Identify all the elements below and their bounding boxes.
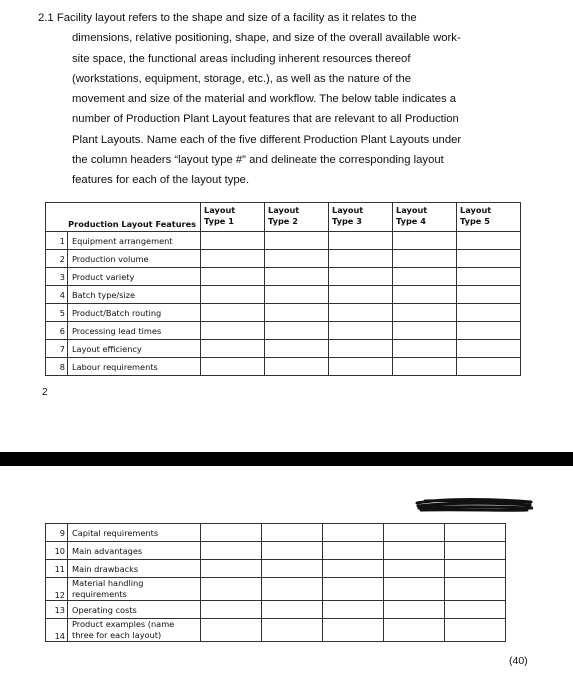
row-number: 13: [46, 601, 68, 619]
answer-cell[interactable]: [445, 560, 506, 578]
row-number: 11: [46, 560, 68, 578]
answer-cell[interactable]: [201, 542, 262, 560]
answer-cell[interactable]: [457, 268, 521, 286]
row-feature: Main advantages: [68, 542, 201, 560]
row-feature: Operating costs: [68, 601, 201, 619]
answer-cell[interactable]: [384, 601, 445, 619]
table-row: [46, 340, 521, 358]
row-feature: Product variety: [68, 268, 201, 286]
question-line: Plant Layouts. Name each of the five different Production Plant Layouts under: [72, 133, 462, 146]
answer-cell[interactable]: [393, 268, 457, 286]
answer-cell[interactable]: [265, 340, 329, 358]
answer-cell[interactable]: [384, 619, 445, 642]
answer-cell[interactable]: [329, 232, 393, 250]
row-number: 5: [46, 304, 68, 322]
answer-cell[interactable]: [457, 322, 521, 340]
table-row: [46, 286, 521, 304]
answer-cell[interactable]: [457, 358, 521, 376]
row-feature: Main drawbacks: [68, 560, 201, 578]
table-header-row: [46, 203, 521, 232]
row-number: 6: [46, 322, 68, 340]
answer-cell[interactable]: [323, 578, 384, 601]
answer-cell[interactable]: [445, 542, 506, 560]
row-feature: Processing lead times: [68, 322, 201, 340]
answer-cell[interactable]: [201, 250, 265, 268]
answer-cell[interactable]: [329, 268, 393, 286]
question-line: movement and size of the material and workflow. The below table indicates a: [72, 93, 457, 106]
table-row: [46, 304, 521, 322]
answer-cell[interactable]: [329, 322, 393, 340]
answer-cell[interactable]: [262, 578, 323, 601]
row-feature: Production volume: [68, 250, 201, 268]
answer-cell[interactable]: [201, 560, 262, 578]
row-number: 4: [46, 286, 68, 304]
layout-type-2-header: Layout Type 2: [265, 203, 329, 232]
answer-cell[interactable]: [445, 578, 506, 601]
answer-cell[interactable]: [265, 232, 329, 250]
answer-cell[interactable]: [329, 304, 393, 322]
question-line: site space, the functional areas including inherent resources thereof: [72, 52, 411, 65]
answer-cell[interactable]: [201, 524, 262, 542]
table-row: [46, 601, 506, 619]
answer-cell[interactable]: [384, 578, 445, 601]
row-number: 8: [46, 358, 68, 376]
answer-cell[interactable]: [393, 250, 457, 268]
table-row: [46, 232, 521, 250]
row-number: 14: [46, 619, 68, 642]
redaction-scribble: [415, 497, 533, 515]
layout-type-3-header: Layout Type 3: [329, 203, 393, 232]
table-row: [46, 560, 506, 578]
row-feature: Labour requirements: [68, 358, 201, 376]
row-feature: Capital requirements: [68, 524, 201, 542]
row-number: 1: [46, 232, 68, 250]
row-feature: Layout efficiency: [68, 340, 201, 358]
question-line: the column headers “layout type #” and delineate the corresponding layout: [72, 154, 444, 167]
table-row: [46, 322, 521, 340]
answer-cell[interactable]: [201, 304, 265, 322]
row-feature: Equipment arrangement: [68, 232, 201, 250]
answer-cell[interactable]: [457, 304, 521, 322]
answer-cell[interactable]: [265, 268, 329, 286]
row-number: 3: [46, 268, 68, 286]
answer-cell[interactable]: [457, 286, 521, 304]
table-row: [46, 268, 521, 286]
answer-cell[interactable]: [265, 286, 329, 304]
answer-cell[interactable]: [393, 232, 457, 250]
table-row: [46, 578, 506, 601]
question-line: Facility layout refers to the shape and size of a facility as it relates to the: [56, 12, 417, 24]
table-row: [46, 542, 506, 560]
answer-cell[interactable]: [384, 560, 445, 578]
row-number: 2: [46, 250, 68, 268]
answer-cell[interactable]: [329, 340, 393, 358]
row-feature: Product examples (name three for each layout): [68, 619, 201, 642]
question-line: number of Production Plant Layout features that are relevant to all Production: [72, 113, 459, 126]
answer-cell[interactable]: [201, 619, 262, 642]
answer-cell[interactable]: [457, 250, 521, 268]
row-number: 12: [46, 578, 68, 601]
answer-cell[interactable]: [329, 358, 393, 376]
answer-cell[interactable]: [457, 340, 521, 358]
feature-column-header: Production Layout Features: [46, 203, 201, 232]
table-row: [46, 619, 506, 642]
answer-cell[interactable]: [393, 304, 457, 322]
answer-cell[interactable]: [329, 250, 393, 268]
answer-cell[interactable]: [265, 304, 329, 322]
question-line: (workstations, equipment, storage, etc.), as well as the nature of the: [72, 72, 412, 85]
answer-cell[interactable]: [445, 619, 506, 642]
total-marks: (40): [509, 655, 528, 667]
layout-features-table-continued: [45, 523, 506, 642]
row-number: 10: [46, 542, 68, 560]
answer-cell[interactable]: [201, 601, 262, 619]
answer-cell[interactable]: [393, 358, 457, 376]
answer-cell[interactable]: [262, 542, 323, 560]
answer-cell[interactable]: [329, 286, 393, 304]
answer-cell[interactable]: [262, 560, 323, 578]
answer-cell[interactable]: [201, 322, 265, 340]
row-number: 9: [46, 524, 68, 542]
question-line: dimensions, relative positioning, shape, and size of the overall available work-: [72, 32, 461, 45]
table-row: [46, 358, 521, 376]
row-number: 7: [46, 340, 68, 358]
answer-cell[interactable]: [265, 358, 329, 376]
answer-cell[interactable]: [201, 578, 262, 601]
answer-cell[interactable]: [262, 619, 323, 642]
table-row: [46, 524, 506, 542]
layout-type-4-header: Layout Type 4: [393, 203, 457, 232]
answer-cell[interactable]: [323, 560, 384, 578]
answer-cell[interactable]: [262, 524, 323, 542]
answer-cell[interactable]: [445, 524, 506, 542]
row-feature: Batch type/size: [68, 286, 201, 304]
answer-cell[interactable]: [265, 322, 329, 340]
page-number: 2: [42, 387, 48, 398]
answer-cell[interactable]: [445, 601, 506, 619]
question-text: [38, 8, 508, 191]
table-row: [46, 250, 521, 268]
answer-cell[interactable]: [323, 542, 384, 560]
answer-cell[interactable]: [393, 286, 457, 304]
answer-cell[interactable]: [323, 601, 384, 619]
answer-cell[interactable]: [393, 340, 457, 358]
row-feature: Product/Batch routing: [68, 304, 201, 322]
question-line: features for each of the layout type.: [72, 174, 250, 187]
answer-cell[interactable]: [201, 232, 265, 250]
answer-cell[interactable]: [201, 358, 265, 376]
answer-cell[interactable]: [201, 340, 265, 358]
answer-cell[interactable]: [262, 601, 323, 619]
row-feature: Material handling requirements: [68, 578, 201, 601]
answer-cell[interactable]: [393, 322, 457, 340]
answer-cell[interactable]: [384, 542, 445, 560]
answer-cell[interactable]: [457, 232, 521, 250]
answer-cell[interactable]: [323, 619, 384, 642]
answer-cell[interactable]: [323, 524, 384, 542]
answer-cell[interactable]: [384, 524, 445, 542]
answer-cell[interactable]: [201, 268, 265, 286]
layout-features-table: [45, 202, 521, 376]
page-separator: [0, 452, 573, 466]
question-number: 2.1: [38, 12, 54, 24]
answer-cell[interactable]: [201, 286, 265, 304]
answer-cell[interactable]: [265, 250, 329, 268]
layout-type-1-header: Layout Type 1: [201, 203, 265, 232]
layout-type-5-header: Layout Type 5: [457, 203, 521, 232]
